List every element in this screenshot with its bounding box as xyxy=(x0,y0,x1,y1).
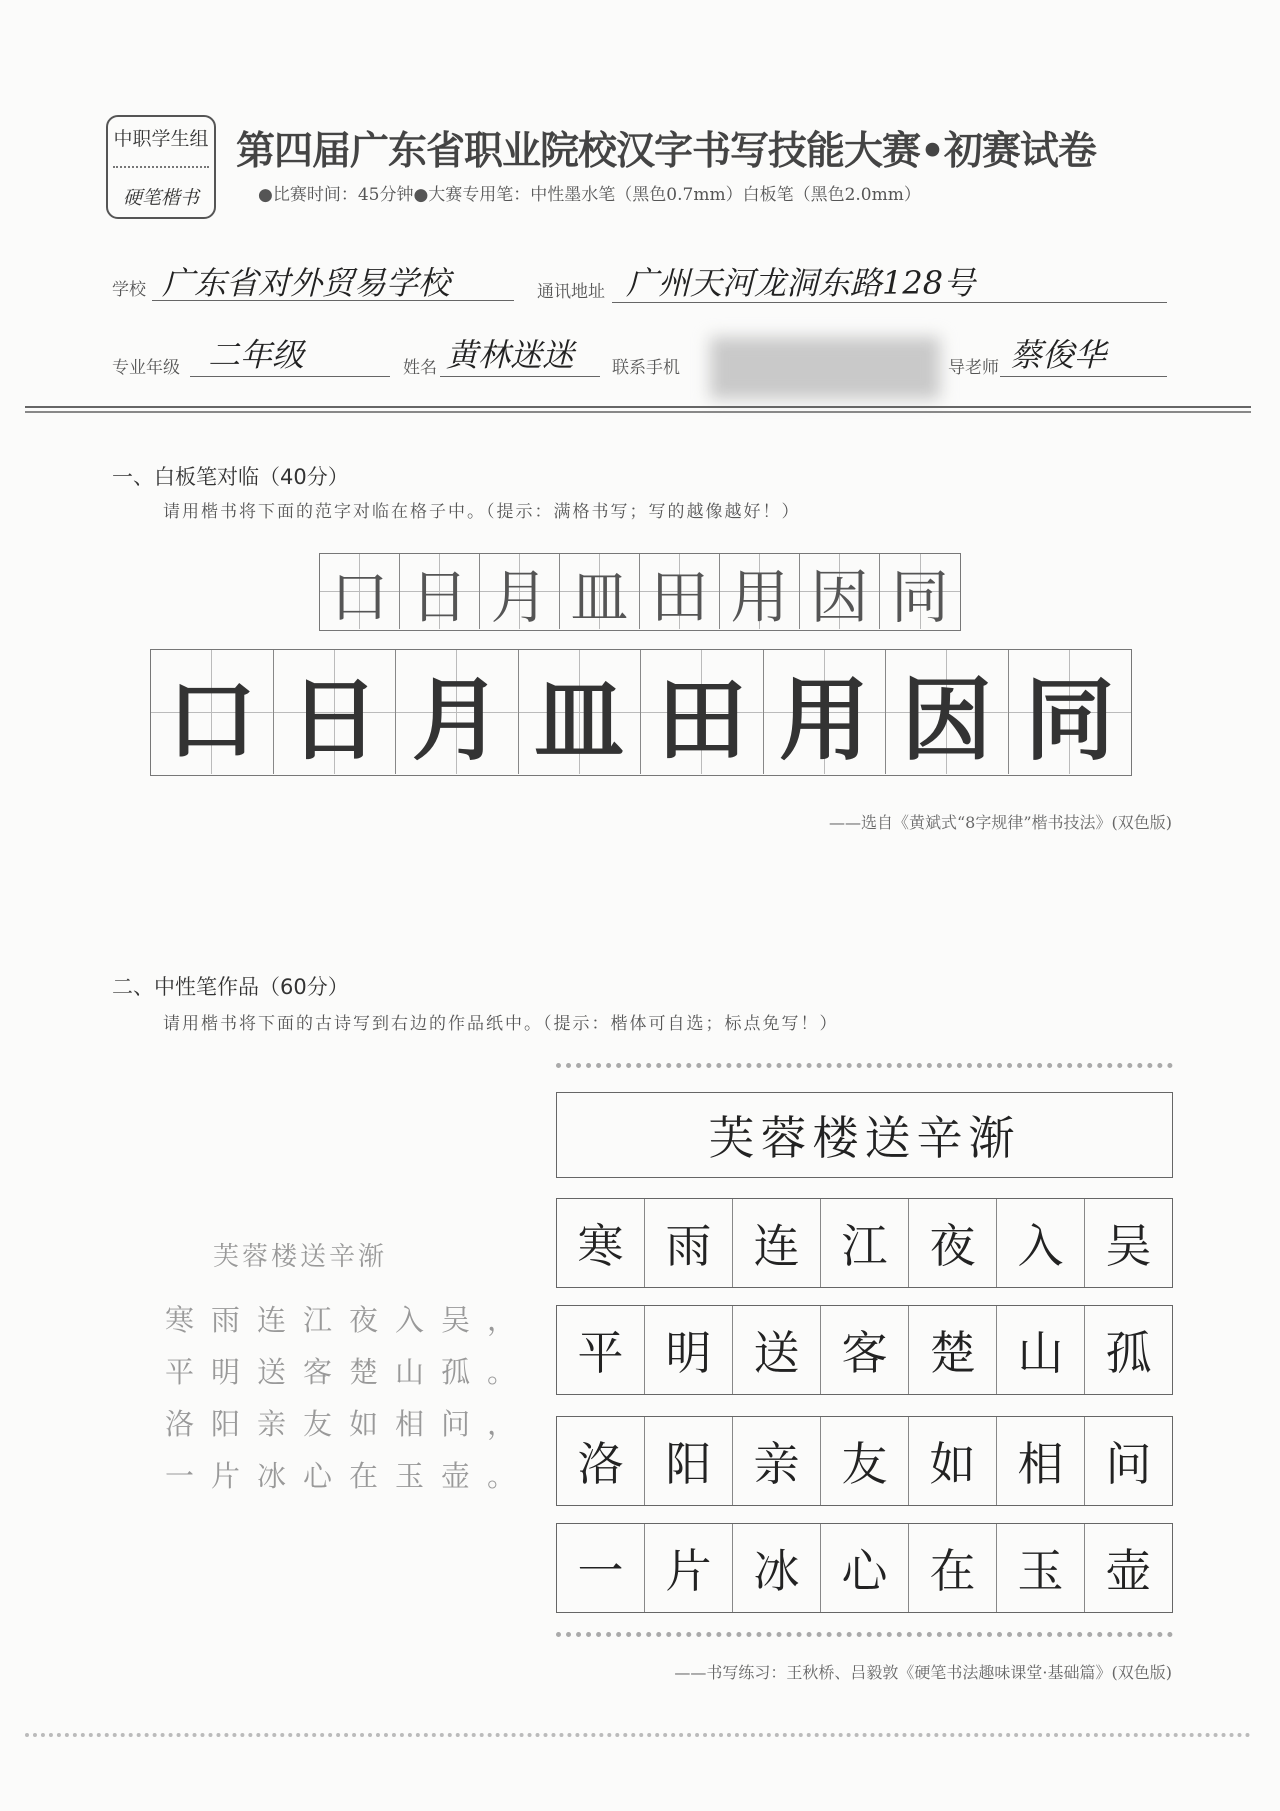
work-char[interactable]: 客 xyxy=(821,1306,909,1394)
school-label: 学校 xyxy=(112,280,146,300)
badge-group: 中职学生组 xyxy=(113,128,209,151)
work-char[interactable]: 阳 xyxy=(645,1417,733,1505)
poem-line: 一片冰心在玉壶。 xyxy=(165,1459,534,1493)
work-char[interactable]: 友 xyxy=(821,1417,909,1505)
work-char[interactable]: 山 xyxy=(997,1306,1085,1394)
name-field[interactable]: 黄林迷迷 xyxy=(446,336,575,374)
work-char[interactable]: 雨 xyxy=(645,1199,733,1287)
grade-line xyxy=(190,376,390,377)
work-char[interactable]: 夜 xyxy=(909,1199,997,1287)
work-char[interactable]: 送 xyxy=(733,1306,821,1394)
header-divider xyxy=(25,406,1251,413)
written-char[interactable]: 月 xyxy=(396,650,519,774)
exam-subtitle: ●比赛时间：45分钟●大赛专用笔：中性墨水笔（黑色0.7mm）白板笔（黑色2.0mm） xyxy=(258,185,921,205)
work-char[interactable]: 玉 xyxy=(997,1524,1085,1612)
work-char[interactable]: 明 xyxy=(645,1306,733,1394)
work-char[interactable]: 冰 xyxy=(733,1524,821,1612)
section1-heading: 一、白板笔对临（40分） xyxy=(112,465,349,489)
work-char[interactable]: 吴 xyxy=(1105,1219,1152,1273)
work-char[interactable]: 如 xyxy=(909,1417,997,1505)
poem-line: 寒雨连江夜入吴， xyxy=(165,1303,534,1337)
name-line xyxy=(440,376,600,377)
model-char: 月 xyxy=(480,554,560,629)
written-char[interactable]: 同 xyxy=(1009,650,1132,774)
address-label: 通讯地址 xyxy=(537,282,605,302)
phone-field-redacted[interactable] xyxy=(710,337,940,399)
model-char: 日 xyxy=(400,554,480,629)
model-char: 因 xyxy=(800,554,880,629)
section2-instruction: 请用楷书将下面的古诗写到右边的作品纸中。（提示：楷体可自选；标点免写！） xyxy=(163,1014,839,1034)
work-char[interactable]: 江 xyxy=(821,1199,909,1287)
badge-category: 硬笔楷书 xyxy=(122,186,199,209)
work-char[interactable]: 壶 xyxy=(1105,1544,1152,1598)
model-char: 口 xyxy=(320,554,400,629)
work-row xyxy=(556,1523,1173,1613)
written-char[interactable]: 田 xyxy=(641,650,764,774)
work-char[interactable]: 连 xyxy=(733,1199,821,1287)
category-badge xyxy=(106,115,216,219)
work-char[interactable]: 心 xyxy=(821,1524,909,1612)
work-char[interactable]: 问 xyxy=(1105,1437,1152,1491)
bottom-divider xyxy=(25,1733,1251,1737)
work-title[interactable]: 芙蓉楼送辛渐 xyxy=(556,1092,1173,1178)
work-char[interactable]: 相 xyxy=(997,1417,1085,1505)
section1-instruction: 请用楷书将下面的范字对临在格子中。（提示：满格书写；写的越像越好！） xyxy=(163,502,801,522)
model-char: 皿 xyxy=(560,554,640,629)
model-char: 田 xyxy=(640,554,720,629)
poem-line: 平明送客楚山孤。 xyxy=(165,1355,534,1389)
phone-label: 联系手机 xyxy=(612,358,680,378)
address-field[interactable]: 广州天河龙洞东路128号 xyxy=(626,264,976,302)
work-char[interactable]: 入 xyxy=(997,1199,1085,1287)
work-char[interactable]: 片 xyxy=(645,1524,733,1612)
written-char[interactable]: 用 xyxy=(764,650,887,774)
model-character-grid xyxy=(319,553,961,631)
section2-heading: 二、中性笔作品（60分） xyxy=(112,975,349,999)
written-char[interactable]: 日 xyxy=(274,650,397,774)
work-row xyxy=(556,1416,1173,1506)
work-char[interactable]: 平 xyxy=(557,1306,645,1394)
name-label: 姓名 xyxy=(403,358,437,378)
model-char: 用 xyxy=(720,554,800,629)
written-char[interactable]: 因 xyxy=(886,650,1009,774)
section1-attribution: ——选自《黄斌式“8字规律”楷书技法》(双色版) xyxy=(828,813,1172,832)
work-row xyxy=(556,1305,1173,1395)
work-char[interactable]: 孤 xyxy=(1105,1326,1152,1380)
work-char[interactable]: 亲 xyxy=(733,1417,821,1505)
work-paper xyxy=(556,1063,1173,1637)
work-row xyxy=(556,1198,1173,1288)
page-title: 第四届广东省职业院校汉字书写技能大赛•初赛试卷 xyxy=(236,129,1096,174)
work-char[interactable]: 一 xyxy=(557,1524,645,1612)
written-char[interactable]: 口 xyxy=(151,650,274,774)
model-char: 同 xyxy=(880,554,960,629)
work-char[interactable]: 寒 xyxy=(557,1199,645,1287)
work-char[interactable]: 洛 xyxy=(557,1417,645,1505)
work-char[interactable]: 楚 xyxy=(909,1306,997,1394)
teacher-line xyxy=(1000,376,1167,377)
teacher-field[interactable]: 蔡俊华 xyxy=(1010,336,1107,374)
teacher-label: 导老师 xyxy=(948,358,999,378)
work-char[interactable]: 在 xyxy=(909,1524,997,1612)
writing-grid xyxy=(150,649,1132,776)
written-char[interactable]: 皿 xyxy=(519,650,642,774)
poem-title: 芙蓉楼送辛渐 xyxy=(213,1242,388,1272)
grade-label: 专业年级 xyxy=(112,358,180,378)
school-field[interactable]: 广东省对外贸易学校 xyxy=(162,264,451,302)
section2-attribution: ——书写练习：王秋桥、吕毅敦《硬笔书法趣味课堂·基础篇》(双色版) xyxy=(674,1663,1172,1682)
badge-divider xyxy=(113,166,209,168)
poem-line: 洛阳亲友如相问， xyxy=(165,1407,534,1441)
grade-field[interactable]: 二年级 xyxy=(208,336,305,374)
